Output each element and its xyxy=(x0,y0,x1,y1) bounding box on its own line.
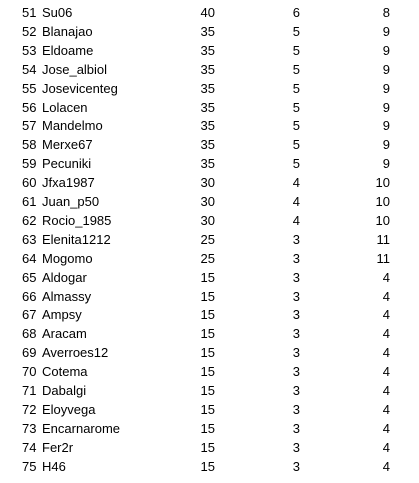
name-cell: Jose_albiol xyxy=(42,61,108,77)
name-cell: Lolacen xyxy=(42,99,88,115)
name-cell: Aracam xyxy=(42,326,87,342)
name-cell: H46 xyxy=(42,458,66,474)
table-row xyxy=(0,79,419,98)
column-3-cell: 4 xyxy=(382,401,390,417)
column-2-cell: 5 xyxy=(292,42,300,58)
column-2-cell: 3 xyxy=(292,269,300,285)
name-cell: Aldogar xyxy=(42,269,87,285)
table-row xyxy=(0,268,419,287)
name-cell: Eldoame xyxy=(42,42,94,58)
points-cell: 35 xyxy=(200,99,215,115)
column-2-cell: 4 xyxy=(292,175,300,191)
column-2-cell: 5 xyxy=(292,61,300,77)
column-3-cell: 10 xyxy=(375,194,390,209)
points-cell: 15 xyxy=(200,383,215,398)
column-3-cell: 11 xyxy=(376,250,390,266)
name-cell: Eloyvega xyxy=(42,401,96,417)
table-row xyxy=(0,135,419,154)
table-row xyxy=(0,343,419,362)
column-3-cell: 4 xyxy=(382,439,390,455)
column-3-cell: 4 xyxy=(382,364,390,380)
table-row xyxy=(0,3,419,22)
points-cell: 35 xyxy=(200,42,215,58)
rank-cell: 65 xyxy=(22,269,37,285)
table-row xyxy=(0,154,419,173)
points-cell: 25 xyxy=(200,231,215,247)
column-2-cell: 3 xyxy=(292,439,300,455)
points-cell: 15 xyxy=(200,420,215,436)
column-2-cell: 3 xyxy=(292,345,300,361)
column-2-cell: 5 xyxy=(292,23,300,39)
points-cell: 30 xyxy=(200,194,215,209)
table-row xyxy=(0,249,419,268)
column-3-cell: 9 xyxy=(382,61,390,77)
column-2-cell: 4 xyxy=(292,212,300,228)
table-row xyxy=(0,192,419,211)
rank-cell: 51 xyxy=(22,5,37,20)
table-row xyxy=(0,211,419,230)
column-2-cell: 5 xyxy=(292,99,300,115)
points-cell: 15 xyxy=(200,326,215,342)
column-2-cell: 3 xyxy=(292,288,300,304)
rank-cell: 72 xyxy=(22,401,37,417)
table-row xyxy=(0,305,419,324)
column-3-cell: 4 xyxy=(382,326,390,342)
column-2-cell: 3 xyxy=(292,458,300,474)
points-cell: 15 xyxy=(200,269,215,285)
rank-cell: 64 xyxy=(22,250,37,266)
points-cell: 15 xyxy=(200,307,215,323)
name-cell: Blanajao xyxy=(42,23,93,39)
column-3-cell: 10 xyxy=(375,175,390,191)
points-cell: 35 xyxy=(200,80,215,96)
table-row xyxy=(0,419,419,438)
column-3-cell: 4 xyxy=(382,307,390,323)
column-2-cell: 3 xyxy=(292,231,300,247)
column-3-cell: 4 xyxy=(382,345,390,361)
column-3-cell: 9 xyxy=(382,42,390,58)
column-3-cell: 8 xyxy=(382,5,390,20)
name-cell: Encarnarome xyxy=(42,420,121,436)
table-row xyxy=(0,287,419,306)
rank-cell: 59 xyxy=(22,156,37,172)
rank-cell: 68 xyxy=(22,326,37,342)
column-3-cell: 10 xyxy=(375,212,390,228)
name-cell: Juan_p50 xyxy=(42,194,100,209)
column-3-cell: 9 xyxy=(382,137,390,153)
points-cell: 35 xyxy=(200,61,215,77)
points-cell: 35 xyxy=(200,23,215,39)
table-row xyxy=(0,116,419,135)
table-row xyxy=(0,362,419,381)
column-2-cell: 4 xyxy=(292,194,300,209)
points-cell: 15 xyxy=(200,401,215,417)
column-2-cell: 3 xyxy=(292,307,300,323)
table-row xyxy=(0,381,419,400)
table-row xyxy=(0,22,419,41)
rank-cell: 71 xyxy=(22,383,37,398)
points-cell: 15 xyxy=(200,439,215,455)
points-cell: 25 xyxy=(200,250,215,266)
column-3-cell: 4 xyxy=(382,458,390,474)
rank-cell: 57 xyxy=(22,118,37,134)
rank-cell: 55 xyxy=(22,80,37,96)
name-cell: Dabalgi xyxy=(42,383,87,398)
table-row xyxy=(0,230,419,249)
rank-cell: 52 xyxy=(22,23,37,39)
table-row xyxy=(0,457,419,476)
name-cell: Merxe67 xyxy=(42,137,93,153)
points-cell: 15 xyxy=(200,345,215,361)
rank-cell: 69 xyxy=(22,345,37,361)
points-cell: 15 xyxy=(200,364,215,380)
table-row xyxy=(0,400,419,419)
points-cell: 35 xyxy=(200,137,215,153)
name-cell: Rocio_1985 xyxy=(42,212,112,228)
name-cell: Su06 xyxy=(42,5,73,20)
column-3-cell: 4 xyxy=(382,383,390,398)
name-cell: Mandelmo xyxy=(42,118,103,134)
points-cell: 15 xyxy=(200,458,215,474)
points-cell: 30 xyxy=(200,175,215,191)
rank-cell: 61 xyxy=(22,194,37,209)
column-2-cell: 3 xyxy=(292,420,300,436)
column-2-cell: 5 xyxy=(292,156,300,172)
table-row xyxy=(0,60,419,79)
column-3-cell: 9 xyxy=(382,118,390,134)
column-2-cell: 3 xyxy=(292,364,300,380)
rank-cell: 60 xyxy=(22,175,37,191)
table-row xyxy=(0,41,419,60)
column-3-cell: 9 xyxy=(382,99,390,115)
points-cell: 35 xyxy=(200,156,215,172)
column-2-cell: 3 xyxy=(292,383,300,398)
rank-cell: 70 xyxy=(22,364,37,380)
rank-cell: 73 xyxy=(22,420,37,436)
points-cell: 40 xyxy=(200,5,215,20)
column-3-cell: 9 xyxy=(382,23,390,39)
name-cell: Averroes12 xyxy=(42,345,109,361)
column-3-cell: 9 xyxy=(382,80,390,96)
rank-cell: 67 xyxy=(22,307,37,323)
rank-cell: 66 xyxy=(22,288,37,304)
column-3-cell: 4 xyxy=(382,288,390,304)
table-row xyxy=(0,173,419,192)
rank-cell: 63 xyxy=(22,231,37,247)
rank-cell: 62 xyxy=(22,212,37,228)
rank-cell: 56 xyxy=(22,99,37,115)
name-cell: Pecuniki xyxy=(42,156,92,172)
table-row xyxy=(0,98,419,117)
name-cell: Elenita1212 xyxy=(42,231,111,247)
points-cell: 15 xyxy=(200,288,215,304)
points-cell: 30 xyxy=(200,212,215,228)
column-2-cell: 5 xyxy=(292,80,300,96)
name-cell: Jfxa1987 xyxy=(42,175,95,191)
points-cell: 35 xyxy=(200,118,215,134)
column-3-cell: 11 xyxy=(376,231,390,247)
name-cell: Fer2r xyxy=(42,439,74,455)
name-cell: Cotema xyxy=(42,364,88,380)
column-3-cell: 4 xyxy=(382,269,390,285)
rank-cell: 74 xyxy=(22,439,37,455)
table-row xyxy=(0,324,419,343)
column-2-cell: 6 xyxy=(292,5,300,20)
column-3-cell: 4 xyxy=(382,420,390,436)
name-cell: Mogomo xyxy=(42,250,93,266)
rank-cell: 75 xyxy=(22,458,37,474)
table-row xyxy=(0,438,419,457)
column-2-cell: 3 xyxy=(292,401,300,417)
rank-cell: 54 xyxy=(22,61,37,77)
name-cell: Almassy xyxy=(42,288,92,304)
column-2-cell: 5 xyxy=(292,118,300,134)
name-cell: Ampsy xyxy=(42,307,82,323)
name-cell: Josevicenteg xyxy=(42,80,118,96)
rank-cell: 53 xyxy=(22,42,37,58)
column-2-cell: 5 xyxy=(292,137,300,153)
column-2-cell: 3 xyxy=(292,326,300,342)
column-3-cell: 9 xyxy=(382,156,390,172)
rank-cell: 58 xyxy=(22,137,37,153)
column-2-cell: 3 xyxy=(292,250,300,266)
